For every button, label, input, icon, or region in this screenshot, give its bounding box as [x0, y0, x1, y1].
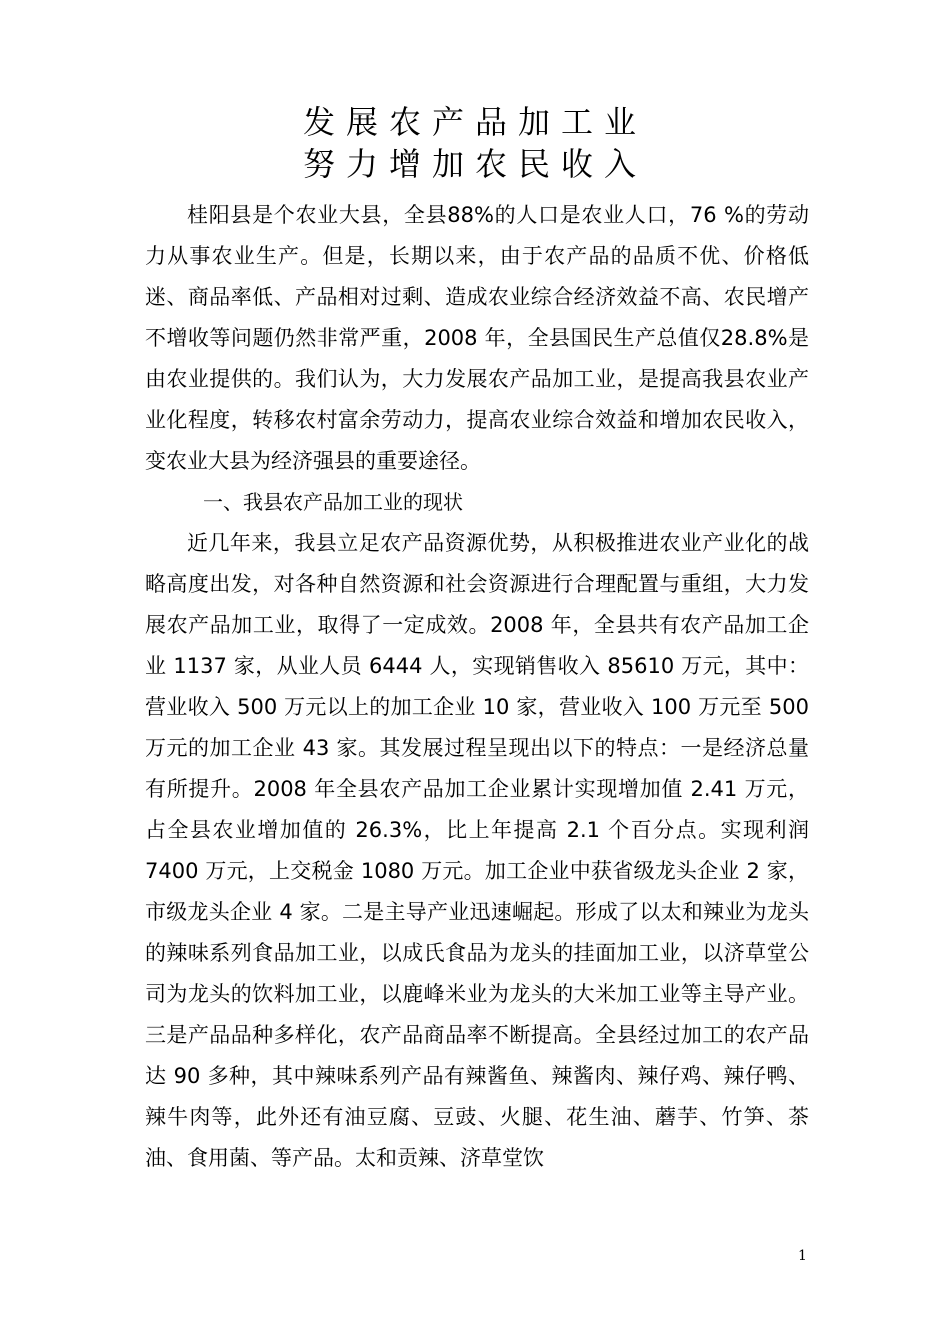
section-heading-current-status: 一、我县农产品加工业的现状 [203, 490, 463, 514]
document-title-line-1: 发展农产品加工业 [302, 103, 647, 141]
page-number: 1 [798, 1248, 807, 1264]
paragraph-intro: 桂阳县是个农业大县，全县88%的人口是农业人口，76 %的劳动力从事农业生产。但是，长期以来，由于农产品的品质不优、价格低迷、商品率低、产品相对过剩、造成农业综合经济效益不高、农民增产不增收等问题仍然非常严重，2008 年，全县国民生产总值仅28.8%是由农业提供的。我们认为，大力发展农产品加工业，是提高我县农业产业化程度，转移农村富余劳动力，提高农业综合效益和增加农民收入，变农业大县为经济强县的重要途径。 [145, 203, 809, 473]
document-title-line-2: 努力增加农民收入 [302, 145, 647, 183]
document-body [145, 195, 809, 1179]
paragraph-current-status: 近几年来，我县立足农产品资源优势，从积极推进农业产业化的战略高度出发，对各种自然资源和社会资源进行合理配置与重组，大力发展农产品加工业，取得了一定成效。2008 年，全县共有农产品加工企业 1137 家，从业人员 6444 人，实现销售收入 85610 万元，其中：营业收入 500 万元以上的加工企业 10 家，营业收入 100 万元至 500 万元的加工企业 43 家。其发展过程呈现出以下的特点：一是经济总量有所提升。2008 年全县农产品加工企业累计实现增加值 2.41 万元，占全县农业增加值的 26.3%，比上年提高 2.1 个百分点。实现利润 7400 万元，上交税金 1080 万元。加工企业中获省级龙头企业 2 家，市级龙头企业 4 家。二是主导产业迅速崛起。形成了以太和辣业为龙头的辣味系列食品加工业，以成氏食品为龙头的挂面加工业，以济草堂公司为龙头的饮料加工业，以鹿峰米业为龙头的大米加工业等主导产业。三是产品品种多样化，农产品商品率不断提高。全县经过加工的农产品达 90 多种，其中辣味系列产品有辣酱鱼、辣酱肉、辣仔鸡、辣仔鸭、辣牛肉等，此外还有油豆腐、豆豉、火腿、花生油、蘑芋、竹笋、茶油、食用菌、等产品。太和贡辣、济草堂饮 [145, 531, 809, 1170]
